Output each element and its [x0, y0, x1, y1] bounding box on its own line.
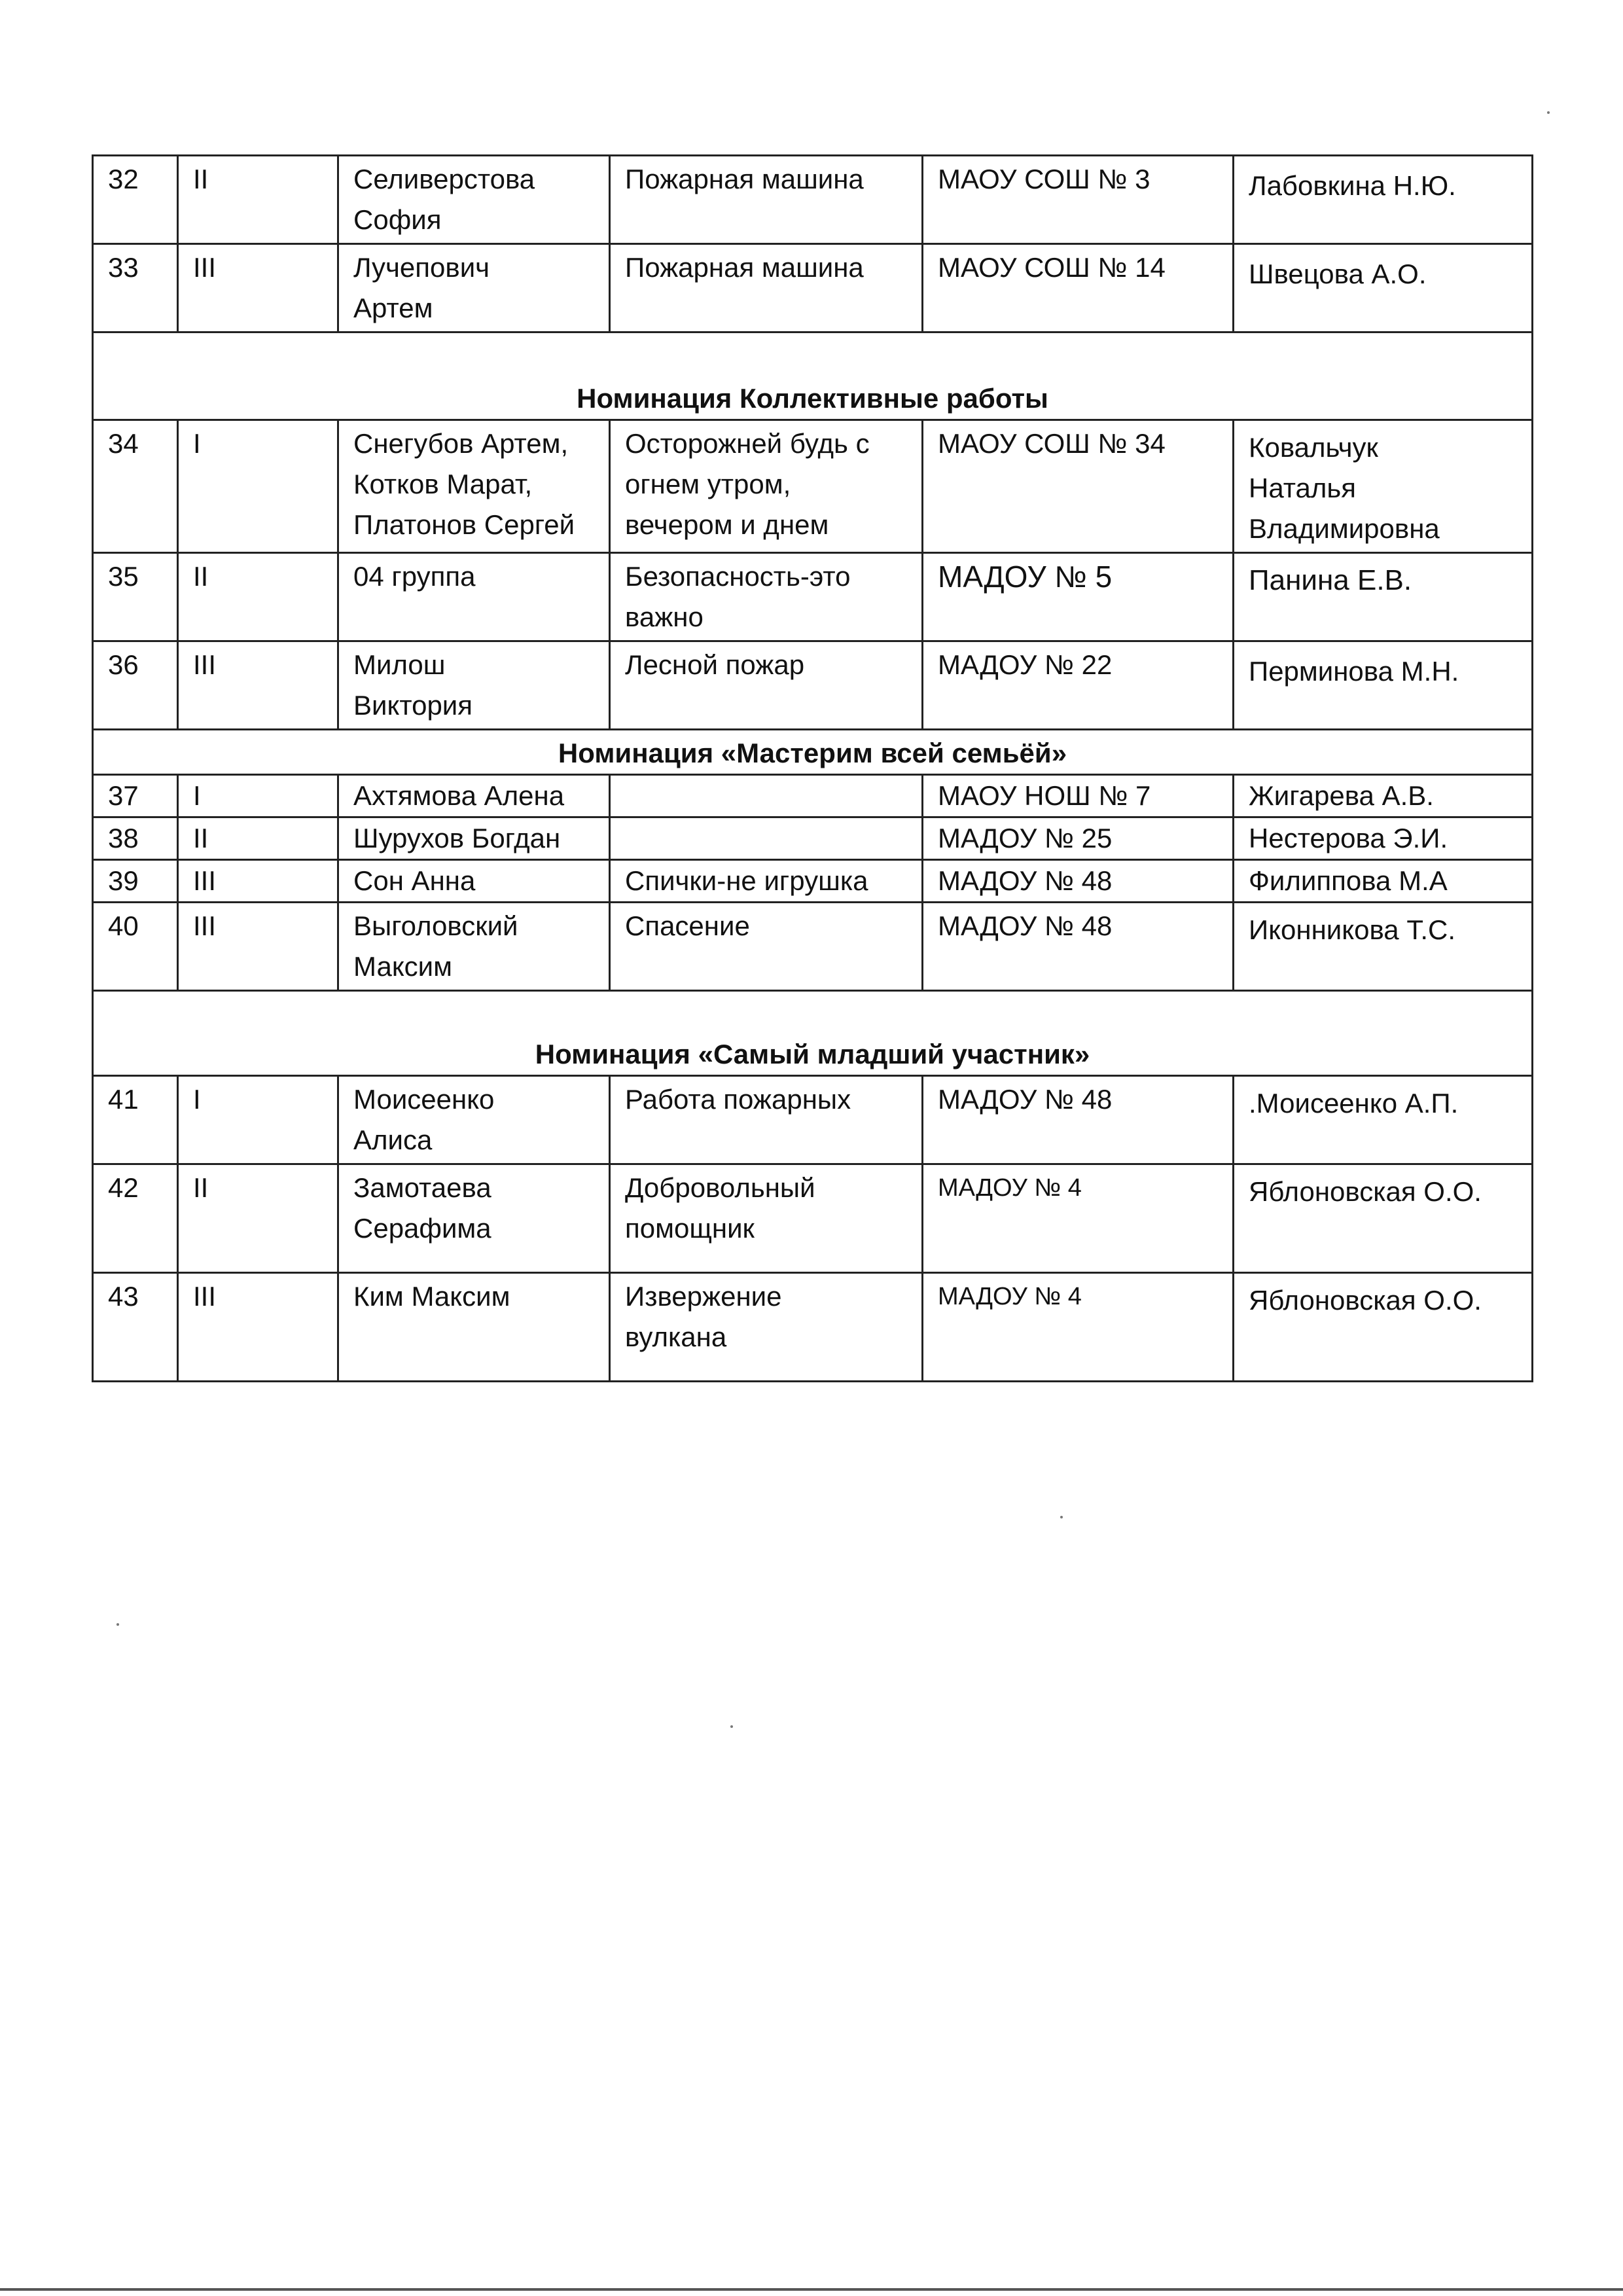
row-number: 33	[93, 244, 178, 332]
section-title: Номинация «Мастерим всей семьёй»	[93, 730, 1533, 775]
work-title-cell: Работа пожарных	[610, 1076, 923, 1164]
organization-cell: МАДОУ № 48	[923, 1076, 1234, 1164]
place-cell: III	[178, 244, 338, 332]
table-row	[93, 817, 1533, 860]
row-number: 39	[93, 860, 178, 903]
work-title-cell: Безопасность-это важно	[610, 553, 923, 641]
teacher-cell: Ковальчук Наталья Владимировна	[1234, 420, 1533, 553]
organization-cell: МАДОУ № 25	[923, 817, 1234, 860]
participant-cell: Селиверстова София	[338, 156, 610, 244]
work-title-cell	[610, 775, 923, 817]
teacher-cell: Иконникова Т.С.	[1234, 903, 1533, 991]
work-title-cell	[610, 817, 923, 860]
teacher-cell: Жигарева А.В.	[1234, 775, 1533, 817]
place-cell: I	[178, 1076, 338, 1164]
table-row	[93, 860, 1533, 903]
work-title-cell: Спички-не игрушка	[610, 860, 923, 903]
results-table	[92, 154, 1533, 1382]
place-cell: III	[178, 860, 338, 903]
row-number: 43	[93, 1273, 178, 1382]
work-title-cell: Спасение	[610, 903, 923, 991]
section-header-row	[93, 730, 1533, 775]
teacher-cell: Яблоновская О.О.	[1234, 1273, 1533, 1382]
teacher-cell: Панина Е.В.	[1234, 553, 1533, 641]
teacher-cell: Лабовкина Н.Ю.	[1234, 156, 1533, 244]
place-cell: III	[178, 903, 338, 991]
scan-edge	[0, 2288, 1623, 2291]
table-row	[93, 553, 1533, 641]
participant-cell: Выголовский Максим	[338, 903, 610, 991]
place-cell: II	[178, 156, 338, 244]
table-row	[93, 641, 1533, 730]
place-cell: II	[178, 553, 338, 641]
place-cell: II	[178, 817, 338, 860]
table-row	[93, 775, 1533, 817]
table-row	[93, 1273, 1533, 1382]
organization-cell: МАОУ СОШ № 14	[923, 244, 1234, 332]
section-title: Номинация Коллективные работы	[93, 332, 1533, 420]
table-row	[93, 1076, 1533, 1164]
place-cell: I	[178, 775, 338, 817]
row-number: 42	[93, 1164, 178, 1273]
table-row	[93, 156, 1533, 244]
row-number: 38	[93, 817, 178, 860]
participant-cell: 04 группа	[338, 553, 610, 641]
organization-cell: МАДОУ № 22	[923, 641, 1234, 730]
table-row	[93, 420, 1533, 553]
teacher-cell: Филиппова М.А	[1234, 860, 1533, 903]
organization-cell: МАОУ СОШ № 3	[923, 156, 1234, 244]
participant-cell: Лучепович Артем	[338, 244, 610, 332]
participant-cell: Снегубов Артем, Котков Марат, Платонов Сергей	[338, 420, 610, 553]
organization-cell: МАДОУ № 48	[923, 903, 1234, 991]
place-cell: III	[178, 641, 338, 730]
participant-cell: Ахтямова Алена	[338, 775, 610, 817]
row-number: 41	[93, 1076, 178, 1164]
row-number: 32	[93, 156, 178, 244]
row-number: 40	[93, 903, 178, 991]
teacher-cell: Перминова М.Н.	[1234, 641, 1533, 730]
place-cell: II	[178, 1164, 338, 1273]
teacher-cell: Нестерова Э.И.	[1234, 817, 1533, 860]
scan-speck	[1547, 111, 1550, 114]
work-title-cell: Добровольный помощник	[610, 1164, 923, 1273]
teacher-cell: Швецова А.О.	[1234, 244, 1533, 332]
organization-cell: МАДОУ № 4	[923, 1164, 1234, 1273]
organization-cell: МАОУ СОШ № 34	[923, 420, 1234, 553]
row-number: 35	[93, 553, 178, 641]
work-title-cell: Пожарная машина	[610, 244, 923, 332]
participant-cell: Сон Анна	[338, 860, 610, 903]
participant-cell: Моисеенко Алиса	[338, 1076, 610, 1164]
scan-speck	[1060, 1516, 1063, 1518]
work-title-cell: Пожарная машина	[610, 156, 923, 244]
scan-speck	[116, 1623, 119, 1626]
row-number: 37	[93, 775, 178, 817]
section-header-row	[93, 332, 1533, 420]
row-number: 34	[93, 420, 178, 553]
work-title-cell: Извержение вулкана	[610, 1273, 923, 1382]
place-cell: III	[178, 1273, 338, 1382]
table-row	[93, 903, 1533, 991]
section-header-row	[93, 991, 1533, 1076]
table-row	[93, 244, 1533, 332]
table-row	[93, 1164, 1533, 1273]
organization-cell: МАДОУ № 48	[923, 860, 1234, 903]
organization-cell: МАОУ НОШ № 7	[923, 775, 1234, 817]
participant-cell: Замотаева Серафима	[338, 1164, 610, 1273]
work-title-cell: Осторожней будь с огнем утром, вечером и днем	[610, 420, 923, 553]
organization-cell: МАДОУ № 4	[923, 1273, 1234, 1382]
row-number: 36	[93, 641, 178, 730]
participant-cell: Шурухов Богдан	[338, 817, 610, 860]
place-cell: I	[178, 420, 338, 553]
section-title: Номинация «Самый младший участник»	[93, 991, 1533, 1076]
teacher-cell: Яблоновская О.О.	[1234, 1164, 1533, 1273]
participant-cell: Ким Максим	[338, 1273, 610, 1382]
work-title-cell: Лесной пожар	[610, 641, 923, 730]
participant-cell: Милош Виктория	[338, 641, 610, 730]
organization-cell: МАДОУ № 5	[923, 553, 1234, 641]
scan-speck	[730, 1725, 733, 1728]
teacher-cell: .Моисеенко А.П.	[1234, 1076, 1533, 1164]
